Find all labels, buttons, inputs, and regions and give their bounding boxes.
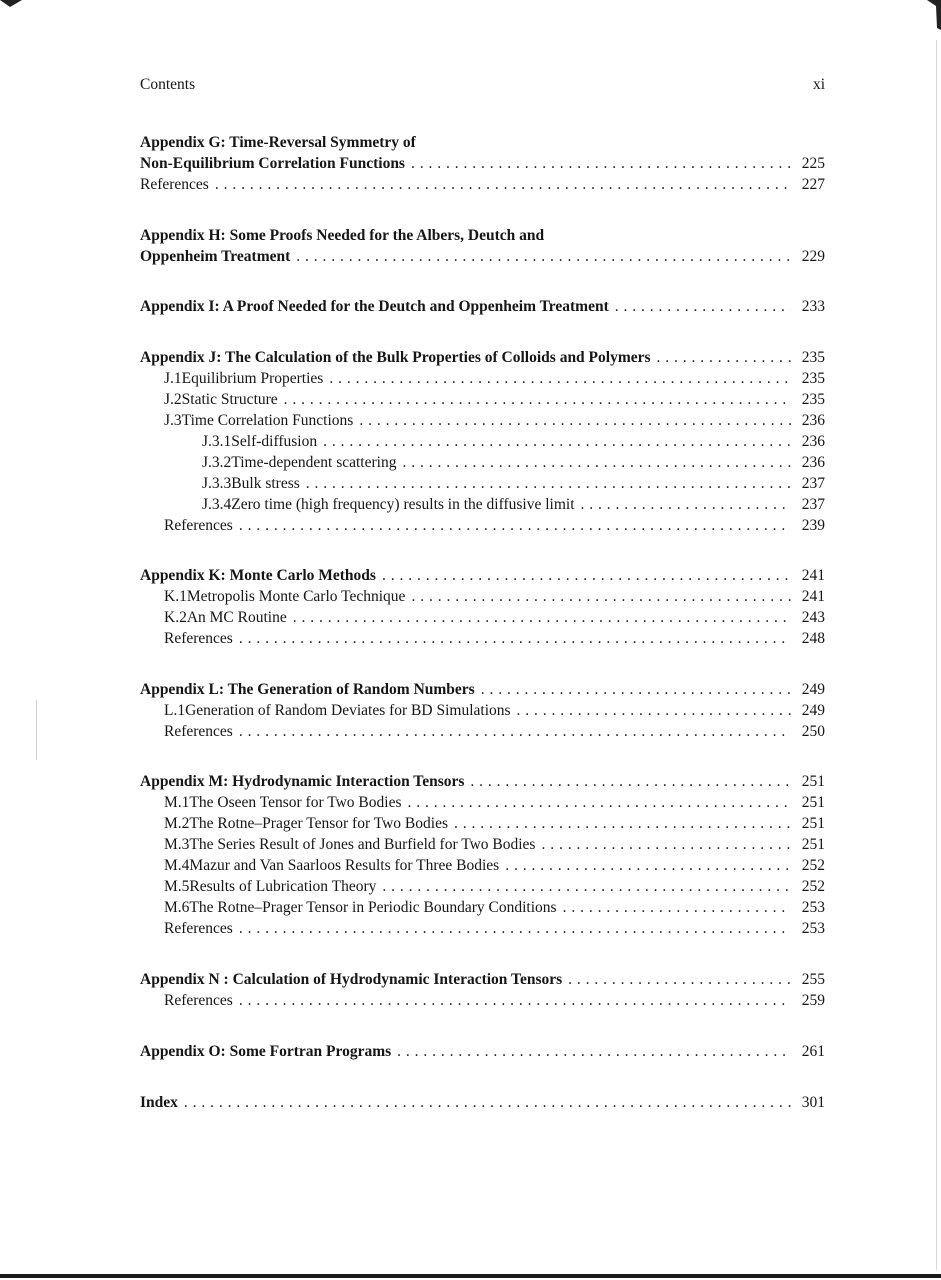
toc-entry-page: 259 xyxy=(801,992,825,1009)
toc-entry-page: 241 xyxy=(801,588,825,605)
toc-entry-title: The Series Result of Jones and Burfield for Two Bodies xyxy=(189,836,536,853)
toc-entry[interactable] xyxy=(140,1043,825,1064)
toc-heading-line: Appendix G: Time-Reversal Symmetry of xyxy=(140,134,416,151)
toc-entry[interactable] xyxy=(140,248,825,269)
toc-dot-leader xyxy=(470,773,791,791)
toc-entry-number: M.2 xyxy=(164,815,190,832)
toc-entry-title: Time Correlation Functions xyxy=(181,412,354,429)
toc-entry-title: An MC Routine xyxy=(186,609,287,626)
toc-entry[interactable] xyxy=(140,155,825,176)
toc-dot-leader xyxy=(323,433,791,451)
toc-entry[interactable] xyxy=(140,1094,825,1115)
toc-entry-title: The Oseen Tensor for Two Bodies xyxy=(189,794,402,811)
toc-entry-title: References xyxy=(164,992,233,1009)
toc-dot-leader xyxy=(296,248,791,266)
toc-dot-leader xyxy=(382,567,791,585)
toc-entry-page: 250 xyxy=(801,723,825,740)
toc-entry-page: 252 xyxy=(801,878,825,895)
toc-entry-title: References xyxy=(164,723,233,740)
toc-dot-leader xyxy=(397,1043,791,1061)
toc-entry-title: References xyxy=(140,176,209,193)
toc-entry-number: J.3 xyxy=(164,412,182,429)
toc-entry-title: Appendix L: The Generation of Random Numbers xyxy=(140,681,475,698)
page-number: xi xyxy=(812,76,825,93)
toc-entry-title: Metropolis Monte Carlo Technique xyxy=(186,588,406,605)
toc-entry-number: M.5 xyxy=(164,878,190,895)
toc-entry[interactable] xyxy=(164,630,825,651)
toc-entry-number: J.3.4 xyxy=(202,496,232,513)
toc-dot-leader xyxy=(454,815,791,833)
toc-entry-number: M.6 xyxy=(164,899,190,916)
toc-entry[interactable] xyxy=(140,567,825,588)
toc-entry-page: 235 xyxy=(801,391,825,408)
toc-entry-page: 253 xyxy=(801,920,825,937)
toc-entry[interactable] xyxy=(164,899,825,920)
toc-entry-page: 248 xyxy=(801,630,825,647)
toc-entry-page: 251 xyxy=(801,815,825,832)
toc-dot-leader xyxy=(408,794,792,812)
toc-dot-leader xyxy=(239,630,791,648)
toc-entry-title: Appendix M: Hydrodynamic Interaction Tensors xyxy=(140,773,465,790)
toc-entry-title: Results of Lubrication Theory xyxy=(189,878,377,895)
toc-dot-leader xyxy=(481,681,791,699)
toc-entry[interactable] xyxy=(164,370,825,391)
toc-dot-leader xyxy=(615,298,791,316)
toc-entry-page: 241 xyxy=(801,567,825,584)
toc-entry-page: 252 xyxy=(801,857,825,874)
toc-entry-page: 251 xyxy=(801,773,825,790)
toc-dot-leader xyxy=(239,723,791,741)
toc-dot-leader xyxy=(541,836,791,854)
toc-entry[interactable] xyxy=(164,702,825,723)
toc-entry-number: M.1 xyxy=(164,794,190,811)
toc-entry-page: 229 xyxy=(801,248,825,265)
toc-entry[interactable] xyxy=(140,681,825,702)
toc-entry-page: 243 xyxy=(801,609,825,626)
toc-entry-title: Index xyxy=(140,1094,178,1111)
toc-dot-leader xyxy=(215,176,791,194)
toc-entry[interactable] xyxy=(202,433,825,454)
toc-dot-leader xyxy=(329,370,791,388)
toc-entry-title: References xyxy=(164,630,233,647)
toc-entry-title: Appendix K: Monte Carlo Methods xyxy=(140,567,376,584)
toc-entry-page: 237 xyxy=(801,496,825,513)
toc-dot-leader xyxy=(581,496,791,514)
toc-entry-title: Equilibrium Properties xyxy=(181,370,324,387)
toc-entry-number: K.1 xyxy=(164,588,187,605)
running-head-title: Contents xyxy=(140,76,196,93)
toc-entry[interactable] xyxy=(202,496,825,517)
toc-entry-page: 255 xyxy=(801,971,825,988)
toc-entry-page: 301 xyxy=(801,1094,825,1111)
toc-entry-page: 225 xyxy=(801,155,825,172)
toc-entry[interactable] xyxy=(202,475,825,496)
toc-dot-leader xyxy=(284,391,791,409)
toc-dot-leader xyxy=(382,878,791,896)
toc-dot-leader xyxy=(239,992,791,1010)
toc-entry-number: J.3.1 xyxy=(202,433,232,450)
toc-entry-page: 233 xyxy=(801,298,825,315)
toc-entry-number: K.2 xyxy=(164,609,187,626)
toc-entry[interactable] xyxy=(140,773,825,794)
toc-dot-leader xyxy=(517,702,791,720)
toc-heading-line: Appendix H: Some Proofs Needed for the Albers, Deutch and xyxy=(140,227,545,244)
toc-entry[interactable] xyxy=(202,454,825,475)
toc-entry[interactable] xyxy=(164,857,825,878)
toc-entry-number: J.2 xyxy=(164,391,182,408)
toc-dot-leader xyxy=(411,155,791,173)
toc-entry-page: 249 xyxy=(801,681,825,698)
toc-dot-leader xyxy=(239,517,791,535)
toc-entry-page: 239 xyxy=(801,517,825,534)
toc-entry-page: 227 xyxy=(801,176,825,193)
toc-entry[interactable] xyxy=(164,723,825,744)
toc-dot-leader xyxy=(306,475,791,493)
toc-entry-title: Zero time (high frequency) results in the diffusive limit xyxy=(231,496,575,513)
toc-entry-title: References xyxy=(164,920,233,937)
toc-entry[interactable] xyxy=(164,588,825,609)
toc-dot-leader xyxy=(293,609,791,627)
toc-dot-leader xyxy=(563,899,791,917)
toc-entry[interactable] xyxy=(164,412,825,433)
toc-entry-title: References xyxy=(164,517,233,534)
toc-entry-title: Generation of Random Deviates for BD Simulations xyxy=(185,702,511,719)
toc-entry-page: 237 xyxy=(801,475,825,492)
toc-entry[interactable] xyxy=(140,971,825,992)
toc-entry[interactable] xyxy=(164,391,825,412)
toc-entry[interactable] xyxy=(140,298,825,319)
toc-entry-page: 235 xyxy=(801,349,825,366)
toc-dot-leader xyxy=(184,1094,791,1112)
toc-entry-number: M.3 xyxy=(164,836,190,853)
toc-dot-leader xyxy=(505,857,791,875)
toc-entry-title: Self-diffusion xyxy=(231,433,318,450)
toc-entry[interactable] xyxy=(164,815,825,836)
toc-dot-leader xyxy=(402,454,791,472)
toc-entry[interactable] xyxy=(140,349,825,370)
toc-entry[interactable] xyxy=(164,609,825,630)
toc-entry-number: J.1 xyxy=(164,370,182,387)
toc-entry-page: 236 xyxy=(801,412,825,429)
toc-entry-title: Appendix I: A Proof Needed for the Deutch and Oppenheim Treatment xyxy=(140,298,609,315)
toc-entry-number: J.3.3 xyxy=(202,475,232,492)
toc-entry[interactable] xyxy=(164,992,825,1013)
toc-entry-title: Appendix J: The Calculation of the Bulk Properties of Colloids and Polymers xyxy=(140,349,651,366)
toc-entry[interactable] xyxy=(164,794,825,815)
toc-entry[interactable] xyxy=(164,920,825,941)
toc-entry[interactable] xyxy=(140,176,825,197)
toc-entry-page: 236 xyxy=(801,454,825,471)
toc-entry-number: M.4 xyxy=(164,857,190,874)
toc-entry-title: Appendix N : Calculation of Hydrodynamic Interaction Tensors xyxy=(140,971,563,988)
toc-entry-title: Bulk stress xyxy=(231,475,300,492)
toc-entry-page: 236 xyxy=(801,433,825,450)
toc-entry-title: Static Structure xyxy=(181,391,278,408)
toc-entry[interactable] xyxy=(164,836,825,857)
toc-entry-title: The Rotne–Prager Tensor for Two Bodies xyxy=(189,815,448,832)
toc-dot-leader xyxy=(411,588,791,606)
toc-entry-page: 251 xyxy=(801,836,825,853)
toc-entry-title: The Rotne–Prager Tensor in Periodic Boundary Conditions xyxy=(189,899,557,916)
toc-entry-page: 253 xyxy=(801,899,825,916)
toc-dot-leader xyxy=(239,920,791,938)
toc-dot-leader xyxy=(568,971,791,989)
toc-entry-title: Time-dependent scattering xyxy=(231,454,397,471)
toc-entry-page: 251 xyxy=(801,794,825,811)
toc-entry-title: Mazur and Van Saarloos Results for Three Bodies xyxy=(189,857,500,874)
toc-entry[interactable] xyxy=(164,517,825,538)
toc-entry-page: 261 xyxy=(801,1043,825,1060)
toc-entry-number: J.3.2 xyxy=(202,454,232,471)
toc-entry-page: 235 xyxy=(801,370,825,387)
toc-entry-page: 249 xyxy=(801,702,825,719)
toc-entry-title: Oppenheim Treatment xyxy=(140,248,291,265)
toc-dot-leader xyxy=(359,412,791,430)
toc-entry[interactable] xyxy=(164,878,825,899)
toc-dot-leader xyxy=(657,349,791,367)
toc-entry-number: L.1 xyxy=(164,702,186,719)
toc-entry-title: Appendix O: Some Fortran Programs xyxy=(140,1043,392,1060)
toc-entry-title: Non-Equilibrium Correlation Functions xyxy=(140,155,405,172)
